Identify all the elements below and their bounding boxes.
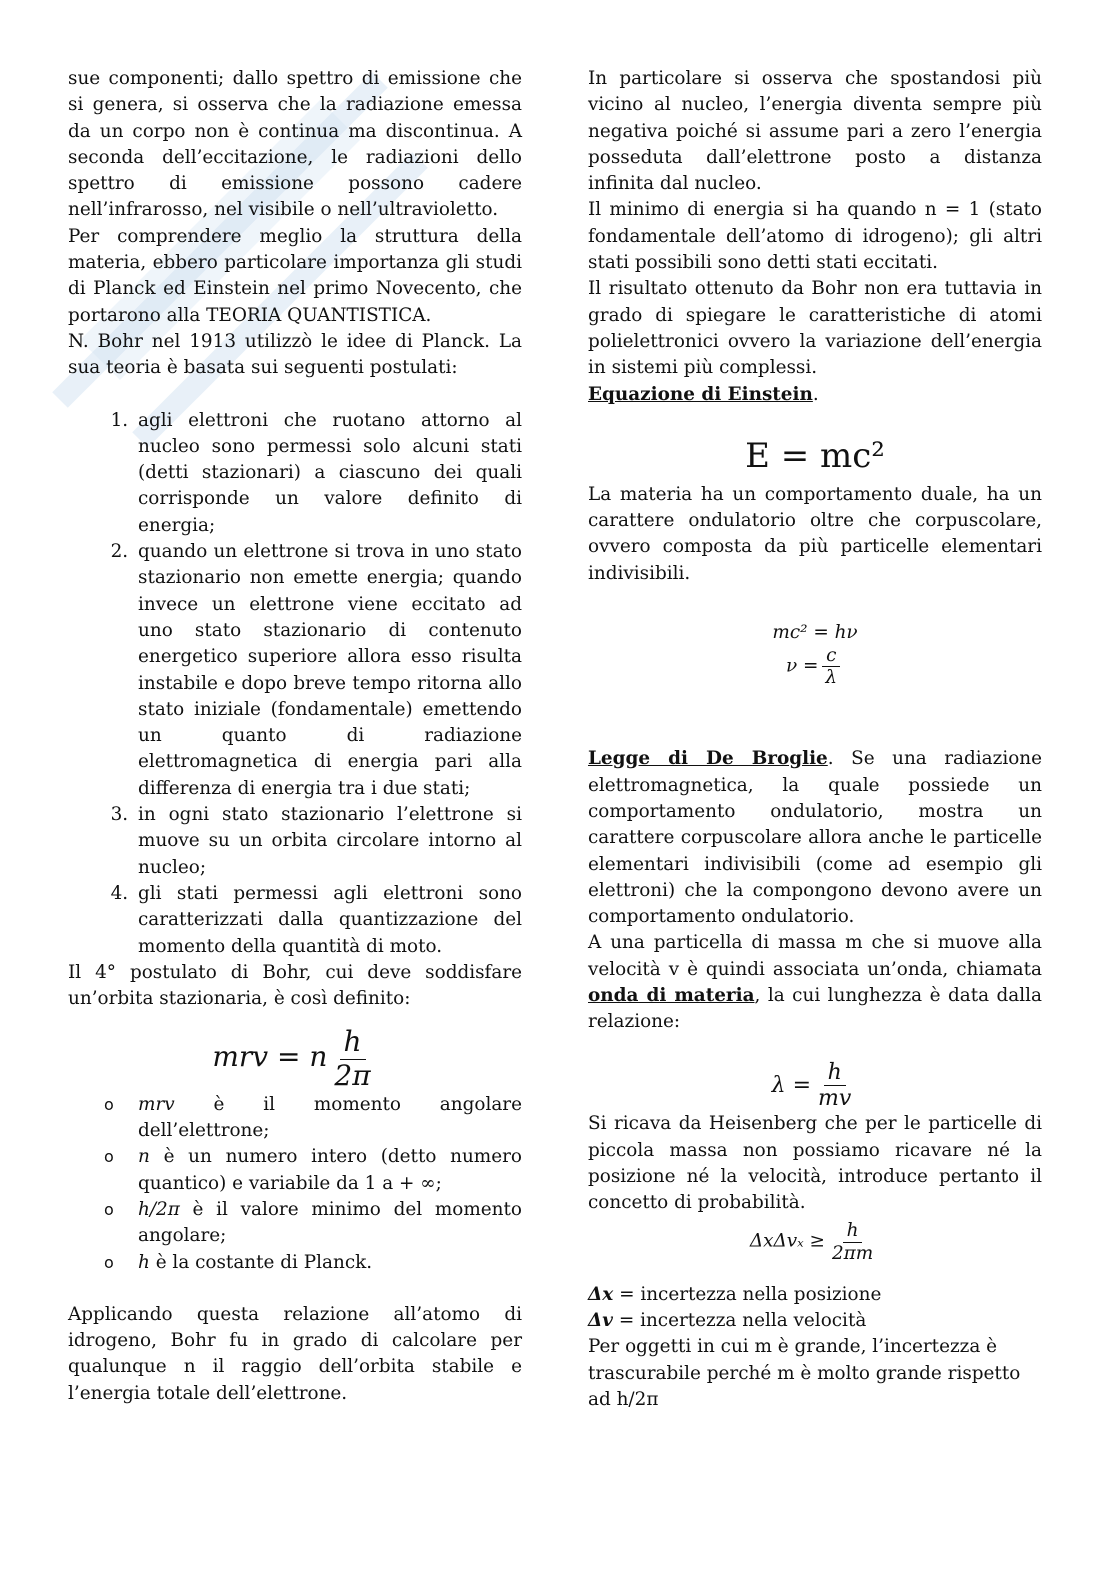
left-paragraph-5: Applicando questa relazione all’atomo di idrogeno, Bohr fu in grado di calcolare per qualunque n il raggio dell’orbita stabile e l’energia totale dell’elettrone. (68, 1303, 522, 1404)
postulate-item: 4. gli stati permessi agli elettroni sono caratterizzati dalla quantizzazione del momento della quantità di moto. (134, 881, 522, 960)
lambda-equation (588, 1060, 1042, 1112)
nu-equation-denominator: λ (825, 667, 838, 689)
right-paragraph-6 (588, 930, 1042, 1035)
nu-equation-numerator: c (822, 645, 840, 667)
lambda-equation-lhs: λ = (771, 1072, 812, 1098)
definition-text: è un numero intero (detto numero quantico) e variabile da 1 a + ∞; (138, 1146, 522, 1194)
right-column (588, 66, 1042, 1413)
onda-text-before: A una particella di massa m che si muove alla velocità v è quindi associata un’onda, chiamata (588, 932, 1042, 980)
right-paragraph-2: Il minimo di energia si ha quando n = 1 (stato fondamentale dell’atomo di idrogeno); gli altri stati possibili sono detti stati eccitati. (588, 199, 1042, 274)
bohr-equation-denominator: 2π (334, 1058, 371, 1092)
heisenberg-equation-numerator: h (843, 1220, 863, 1242)
definition-symbol: n (138, 1146, 150, 1168)
definition-item (134, 1250, 522, 1276)
delta-x-line (588, 1282, 1042, 1308)
postulate-item: 3. in ogni stato stazionario l’elettrone si muove su un orbita circolare intorno al nucleo; (134, 802, 522, 881)
right-paragraph-3: Il risultato ottenuto da Bohr non era tuttavia in grado di spiegare le caratteristiche di atomi polielettronici ovvero la variazione dell’energia in sistemi più complessi. (588, 278, 1042, 379)
nu-equation (588, 645, 1042, 688)
definition-item (134, 1144, 522, 1197)
delta-v-line (588, 1308, 1042, 1334)
right-paragraph-8: Per oggetti in cui m è grande, l’incertezza è trascurabile perché m è molto grande rispetto ad h/2π (588, 1336, 1021, 1410)
heisenberg-equation-denominator: 2πm (831, 1242, 874, 1264)
bohr-equation (68, 1026, 522, 1091)
left-paragraph-1: sue componenti; dallo spettro di emissione che si genera, si osserva che la radiazione emessa da un corpo non è continua ma discontinua. A seconda dell’eccitazione, le radiazioni dello spettro di emissione possono cadere nell’infrarosso, nel visibile o nell’ultravioletto. (68, 68, 522, 221)
einstein-heading: Equazione di Einstein (588, 383, 813, 405)
definition-text: è il momento angolare dell’elettrone; (138, 1093, 522, 1142)
delta-x-text: = incertezza nella posizione (613, 1283, 882, 1305)
right-paragraph-1: In particolare si osserva che spostandosi più vicino al nucleo, l’energia diventa sempre più negativa poiché si assume pari a zero l’energia posseduta dall’elettrone posto a distanza infinita dal nucleo. (588, 68, 1042, 195)
einstein-equation: E = mc² (745, 435, 885, 476)
mc2-equation: mc² = hν (772, 622, 858, 644)
definition-symbol: mrv (138, 1093, 175, 1115)
left-paragraph-4: Il 4° postulato di Bohr, cui deve soddisfare un’orbita stazionaria, è così definito: (68, 961, 522, 1010)
definition-symbol: h/2π (138, 1198, 180, 1220)
left-paragraph-3: N. Bohr nel 1913 utilizzò le idee di Planck. La sua teoria è basata sui seguenti postulati: (68, 330, 522, 379)
lambda-equation-numerator: h (824, 1060, 846, 1086)
onda-text-after: , la cui lunghezza è data dalla relazione: (588, 985, 1042, 1033)
right-paragraph-7: Si ricava da Heisenberg che per le particelle di piccola massa non possiamo ricavare né la posizione né la velocità, introduce pertanto il concetto di probabilità. (588, 1113, 1042, 1214)
definitions-list (68, 1092, 522, 1276)
delta-v-symbol: Δv (588, 1310, 613, 1332)
heisenberg-equation-lhs: ΔxΔvₓ ≥ (749, 1231, 825, 1253)
definition-symbol: h (138, 1251, 150, 1273)
left-column (68, 66, 522, 1407)
postulate-item: 1. agli elettroni che ruotano attorno al nucleo sono permessi solo alcuni stati (detti stazionari) a ciascuno dei quali corrisponde un valore definito di energia; (134, 408, 522, 539)
definition-item (134, 1197, 522, 1250)
debroglie-text: . Se una radiazione elettromagnetica, la quale possiede un comportamento ondulatorio, mostra un carattere corpuscolare allora anche le particelle elementari indivisibili (come ad esempio gli elettroni) che la compongono devono avere un comportamento ondulatorio. (588, 748, 1042, 928)
heisenberg-equation (588, 1220, 1042, 1263)
postulate-item: 2. quando un elettrone si trova in uno stato stazionario non emette energia; quando invece un elettrone viene eccitato ad uno stato stazionario di contenuto energetico superiore allora esso risulta instabile e dopo breve tempo ritorna allo stato iniziale (fondamentale) emettendo un quanto di radiazione elettromagnetica di energia pari alla differenza di energia tra i due stati; (134, 539, 522, 802)
onda-di-materia: onda di materia (588, 985, 755, 1007)
einstein-heading-line: Equazione di Einstein. (588, 383, 819, 405)
definition-text: è il valore minimo del momento angolare; (138, 1198, 522, 1247)
definition-text: è la costante di Planck. (149, 1251, 373, 1273)
delta-x-symbol: Δx (588, 1283, 614, 1305)
delta-v-text: = incertezza nella velocità (612, 1310, 867, 1332)
debroglie-heading: Legge di De Broglie (588, 748, 828, 770)
left-paragraph-2: Per comprendere meglio la struttura della materia, ebbero particolare importanza gli studi di Planck ed Einstein nel primo Novecento, che portarono alla TEORIA QUANTISTICA. (68, 225, 522, 326)
definition-item (134, 1092, 522, 1145)
lambda-equation-denominator: mv (818, 1085, 852, 1111)
right-paragraph-4: La materia ha un comportamento duale, ha un carattere ondulatorio oltre che corpuscolare, ovvero composta da più particelle elementari indivisibili. (588, 483, 1042, 584)
nu-equation-lhs: ν = (785, 655, 819, 677)
bohr-equation-numerator: h (340, 1026, 366, 1059)
postulates-list (68, 408, 522, 960)
debroglie-paragraph (588, 746, 1042, 930)
bohr-equation-lhs: mrv = n (212, 1040, 328, 1074)
